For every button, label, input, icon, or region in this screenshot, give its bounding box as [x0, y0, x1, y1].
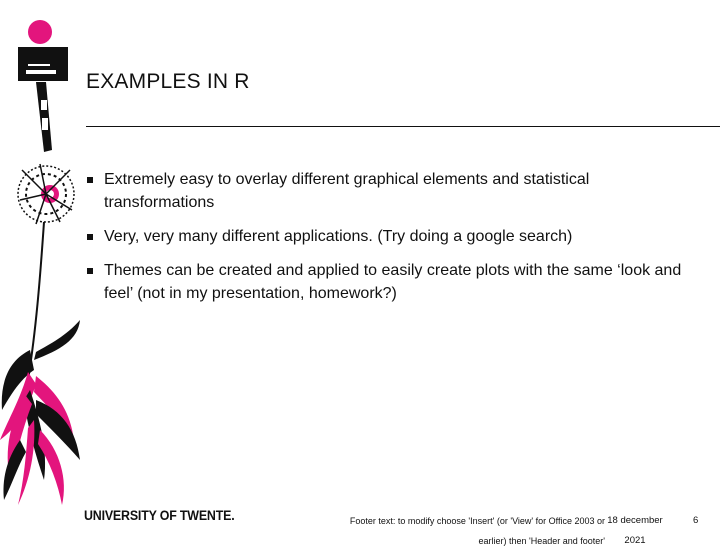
leaf-cluster-icon — [0, 320, 80, 505]
square-bullet-icon — [87, 234, 93, 240]
bullet-item — [86, 225, 686, 248]
bullet-text: Very, very many different applications. (Try doing a google search) — [104, 228, 573, 245]
bullet-text: Extremely easy to overlay different graphical elements and statistical transformations — [104, 171, 590, 211]
square-bullet-icon — [87, 268, 93, 274]
dandelion-icon — [18, 164, 74, 224]
footer-note-line: earlier) then 'Header and footer' — [478, 536, 605, 546]
footer-date-line: 18 december — [607, 515, 663, 526]
bullet-item — [86, 259, 686, 305]
page-number: 6 — [693, 515, 699, 526]
square-bullet-icon — [87, 177, 93, 183]
title-divider — [86, 126, 720, 127]
footer-date-line: 2021 — [624, 535, 646, 546]
bullet-list — [86, 168, 686, 316]
footer-date — [600, 511, 670, 551]
university-logo: UNIVERSITY OF TWENTE. — [84, 508, 235, 523]
figure-head-icon — [28, 20, 52, 44]
bullet-item — [86, 168, 686, 214]
decorative-artwork — [0, 0, 82, 540]
footer-note-line: Footer text: to modify choose 'Insert' (or 'View' for Office 2003 or — [349, 516, 605, 526]
bullet-text: Themes can be created and applied to easily create plots with the same ‘look and feel’ (not in my presentation, homework?) — [104, 262, 682, 302]
footer-note — [305, 511, 605, 551]
slide-title: EXAMPLES IN R — [86, 70, 250, 93]
